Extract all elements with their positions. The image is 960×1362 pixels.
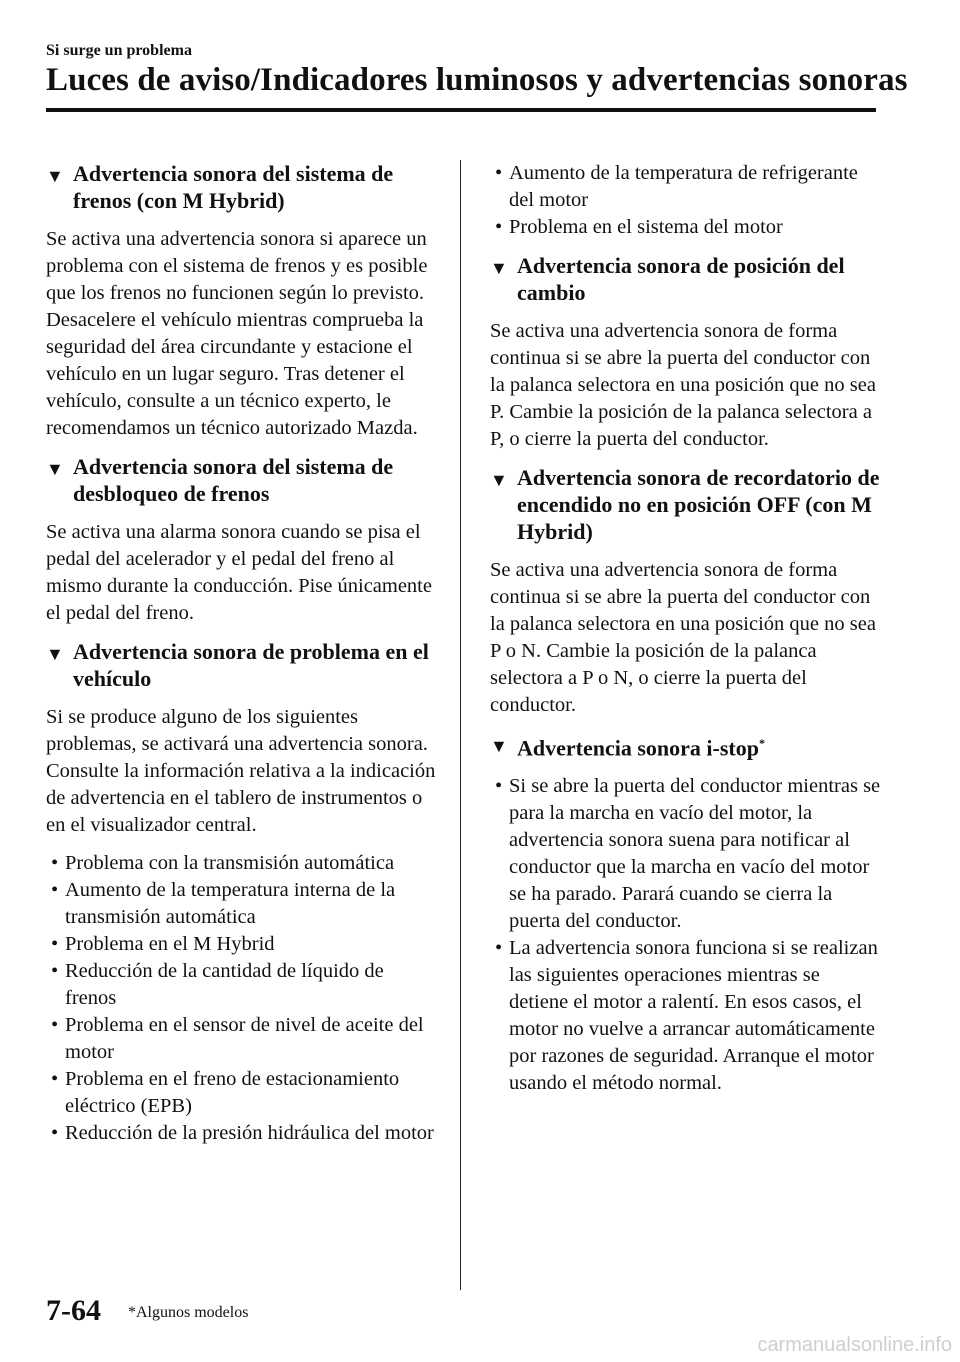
bullet-icon: • — [51, 1014, 59, 1036]
list-item: • Problema con la transmisión automática — [46, 850, 438, 877]
list-item: • Reducción de la presión hidráulica del motor — [46, 1120, 438, 1147]
left-column — [46, 160, 438, 1158]
page-title: Luces de aviso/Indicadores luminosos y advertencias sonoras — [46, 62, 908, 98]
paragraph-ignition-reminder: Se activa una advertencia sonora de forma continua si se abre la puerta del conductor con la palanca selectora en una posición que no sea P o N. Cambie la posición de la palanca selectora a P o N, o cierre la puerta del conductor. — [490, 559, 876, 716]
heading-text: Advertencia sonora de recordatorio de encendido no en posición OFF (con M Hybrid) — [517, 465, 880, 544]
bullet-icon: • — [51, 852, 59, 874]
heading-brake-system — [46, 160, 438, 214]
footnote: *Algunos modelos — [128, 1304, 249, 1321]
triangle-marker-icon: ▼ — [46, 644, 64, 664]
list-item: • Aumento de la temperatura de refrigerante del motor — [495, 162, 858, 211]
triangle-marker-icon: ▼ — [490, 258, 508, 278]
heading-text: Advertencia sonora de posición del cambio — [517, 253, 845, 305]
heading-vehicle-problem — [46, 638, 438, 692]
istop-list — [490, 773, 882, 1097]
some-models-mark: * — [758, 736, 765, 750]
list-item: • La advertencia sonora funciona si se realizan las siguientes operaciones mientras se detiene el motor a ralentí. En esos casos, el motor no vuelve a arrancar automáticamente por razones de seguridad. Arranque el motor usando el método normal. — [495, 937, 878, 1095]
paragraph-shift-position: Se activa una advertencia sonora de forma continua si se abre la puerta del conductor con la palanca selectora en una posición que no sea P. Cambie la posición de la palanca selectora a P, o cierre la puerta del conductor. — [490, 320, 876, 450]
page-number: 7-64 — [46, 1294, 101, 1327]
list-item: • Problema en el sistema del motor — [490, 214, 882, 241]
problem-list — [46, 850, 438, 1147]
bullet-icon: • — [51, 933, 59, 955]
heading-text: Advertencia sonora i-stop — [517, 735, 759, 761]
right-column — [490, 160, 882, 1108]
list-item: • Reducción de la cantidad de líquido de frenos — [51, 960, 384, 1009]
bullet-icon: • — [495, 162, 503, 184]
bullet-icon: • — [495, 775, 503, 798]
bullet-icon: • — [51, 960, 59, 982]
triangle-marker-icon: ▼ — [490, 736, 508, 756]
heading-shift-position — [490, 252, 882, 306]
bullet-icon: • — [51, 1122, 59, 1144]
heading-text: Advertencia sonora de problema en el vehículo — [73, 639, 429, 691]
list-item: • Aumento de la temperatura interna de la transmisión automática — [51, 879, 396, 928]
bullet-icon: • — [495, 216, 503, 238]
paragraph-vehicle-problem: Si se produce alguno de los siguientes problemas, se activará una advertencia sonora. Consulte la información relativa a la indicación de advertencia en el tablero de instrumentos o en el visualizador central. — [46, 706, 436, 836]
list-item: • Problema en el M Hybrid — [46, 931, 438, 958]
heading-text: Advertencia sonora del sistema de desbloqueo de frenos — [73, 454, 394, 506]
problem-list-continued — [490, 160, 882, 241]
heading-ignition-reminder — [490, 464, 882, 545]
bullet-icon: • — [51, 1068, 59, 1090]
paragraph-brake-system: Se activa una advertencia sonora si aparece un problema con el sistema de frenos y es posible que los frenos no funcionen según lo previsto. Desacelere el vehículo mientras comprueba la seguridad del área circundante y estacione el vehículo en un lugar seguro. Tras detener el vehículo, consulte a un técnico experto, le recomendamos un técnico autorizado Mazda. — [46, 228, 428, 439]
list-item: • Problema en el freno de estacionamiento eléctrico (EPB) — [51, 1068, 400, 1117]
heading-text: Advertencia sonora del sistema de frenos (con M Hybrid) — [73, 161, 394, 213]
triangle-marker-icon: ▼ — [490, 470, 508, 490]
title-rule — [46, 108, 876, 112]
list-item: • Si se abre la puerta del conductor mientras se para la marcha en vacío del motor, la advertencia sonora suena para notificar al conductor que la marcha en vacío del motor se ha parado. Parará cuando se cierra la puerta del conductor. — [495, 775, 881, 933]
list-item: • Problema en el sensor de nivel de aceite del motor — [51, 1014, 424, 1063]
section-label: Si surge un problema — [46, 42, 192, 59]
bullet-icon: • — [51, 879, 59, 901]
bullet-icon: • — [495, 937, 503, 960]
heading-brake-release — [46, 453, 438, 507]
heading-istop — [490, 730, 882, 761]
column-divider — [460, 160, 461, 1290]
triangle-marker-icon: ▼ — [46, 459, 64, 479]
triangle-marker-icon: ▼ — [46, 166, 64, 186]
watermark: carmanualsonline.info — [757, 1334, 952, 1356]
paragraph-brake-release: Se activa una alarma sonora cuando se pisa el pedal del acelerador y el pedal del freno al mismo durante la conducción. Pise únicamente el pedal del freno. — [46, 521, 432, 624]
